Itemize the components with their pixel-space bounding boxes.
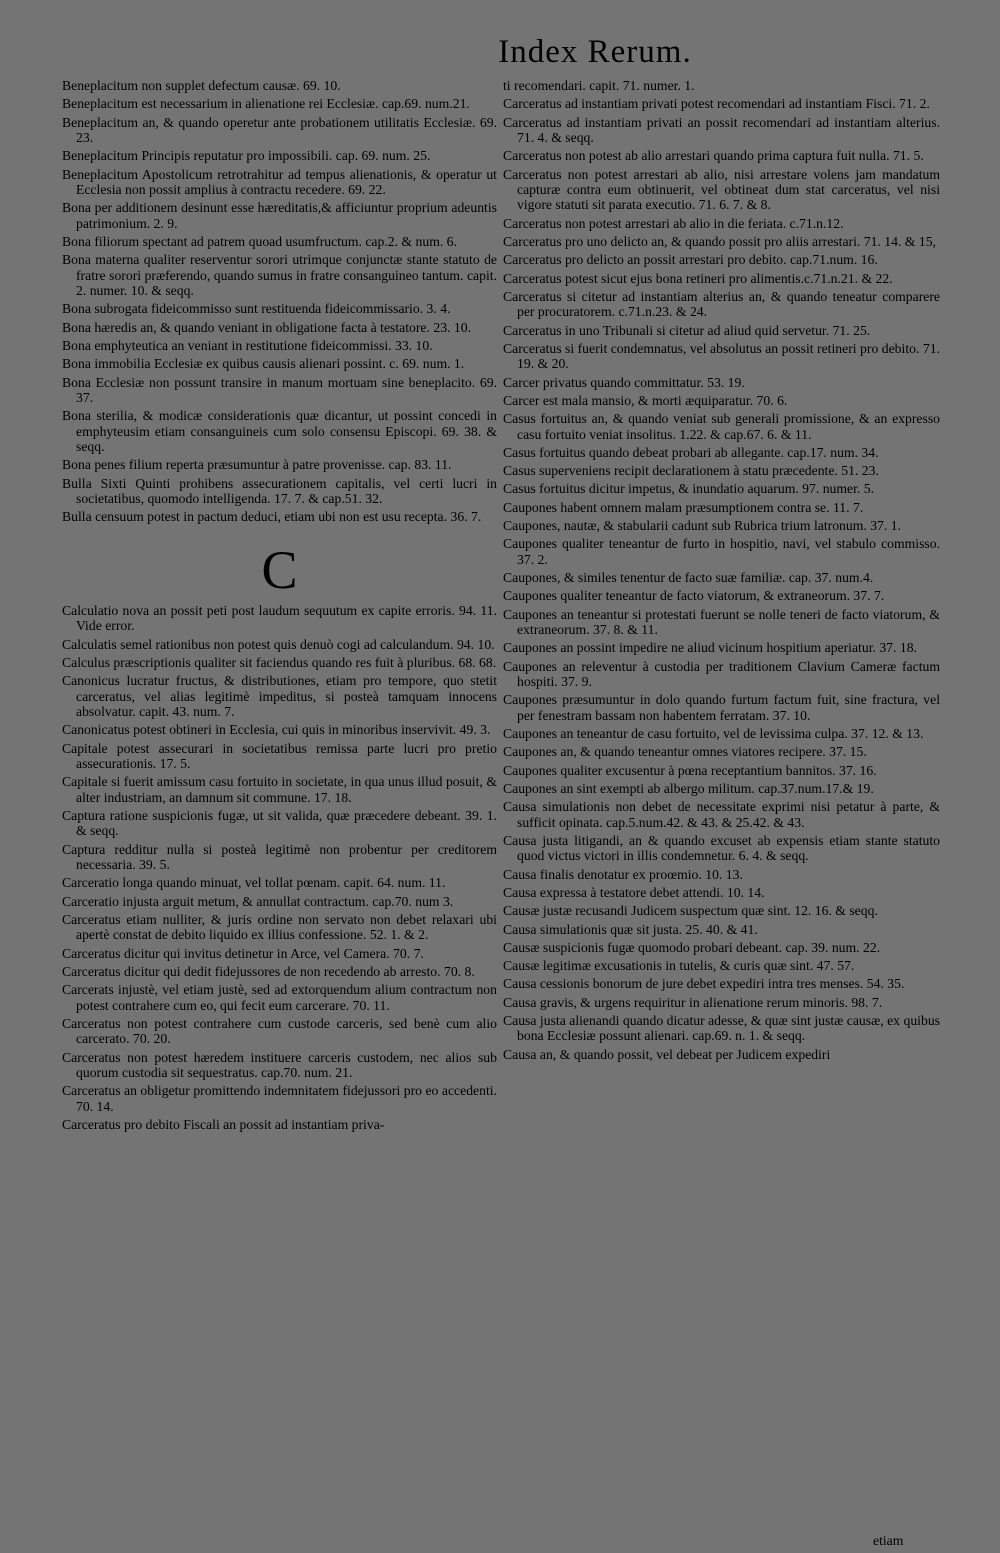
index-entry: Caupones an teneantur si protestati fuerunt se nolle teneri de facto viatorum, & extraneorum. 37. 8. & 11. bbox=[503, 606, 940, 638]
entries-b bbox=[62, 78, 497, 525]
index-entry: Carceratio longa quando minuat, vel tollat pœnam. capit. 64. num. 11. bbox=[62, 875, 446, 891]
index-entry: Caupones, & similes tenentur de facto suæ familiæ. cap. 37. num.4. bbox=[503, 570, 874, 586]
index-entry: Carceratus pro delicto an possit arrestari pro debito. cap.71.num. 16. bbox=[503, 252, 878, 268]
index-entry: Captura ratione suspicionis fugæ, ut sit valida, quæ præcedere debeant. 39. 1. & seqq. bbox=[62, 807, 497, 839]
left-column bbox=[62, 78, 497, 1135]
index-entry: Carcerats injustè, vel etiam justè, sed ad extorquendum alium contractum non potest contrahere cum eo, qui fecit eum carcerare. 70. 11. bbox=[62, 982, 497, 1013]
section-letter-c: C bbox=[261, 539, 298, 600]
index-entry: Casus fortuitus dicitur impetus, & inundatio aquarum. 97. numer. 5. bbox=[503, 481, 875, 497]
index-entry: Carceratus pro uno delicto an, & quando possit pro aliis arrestari. 71. 14. & 15, bbox=[503, 234, 936, 249]
index-entry: Causa expressa à testatore debet attendi. 10. 14. bbox=[503, 884, 765, 900]
index-entry: Captura redditur nulla si posteà legitimè non probentur per creditorem necessaria. 39. 5. bbox=[62, 841, 497, 873]
index-entry: Causa finalis denotatur ex proœmio. 10. 13. bbox=[503, 866, 743, 882]
index-entry: Bulla censuum potest in pactum deduci, etiam ubi non est usu recepta. 36. 7. bbox=[62, 509, 482, 525]
index-entry: Bona Ecclesiæ non possunt transire in manum mortuam sine beneplacito. 69. 37. bbox=[62, 374, 497, 405]
index-entry: Beneplacitum est necessarium in alienatione rei Ecclesiæ. cap.69. num.21. bbox=[62, 96, 470, 112]
index-entry: Causa gravis, & urgens requiritur in alienatione rerum minoris. 98. 7. bbox=[503, 994, 883, 1010]
index-entry: Carceratus potest sicut ejus bona retineri pro alimentis.c.71.n.21. & 22. bbox=[503, 270, 893, 286]
index-entry: Capitale potest assecurari in societatibus remissa parte lucri pro pretio assecurationis. 17. 5. bbox=[62, 740, 497, 771]
index-entry: Bona subrogata fideicommisso sunt restituenda fideicommissario. 3. 4. bbox=[62, 301, 451, 317]
index-entry: Carceratus dicitur qui invitus detinetur in Arce, vel Camera. 70. 7. bbox=[62, 945, 424, 961]
index-entry: Causa simulationis quæ sit justa. 25. 40. & 41. bbox=[503, 921, 758, 937]
index-entry: Bona materna qualiter reserventur sorori utrimque conjunctæ stante statuto de fratre sorori præferendo, quando sumus in fratre consanguineo tantum. capit. 2. numer. 10. & seqq. bbox=[62, 252, 497, 299]
index-entry: Causa cessionis bonorum de jure debet expediri intra tres menses. 54. 35. bbox=[503, 976, 905, 992]
index-entry: Carceratus etiam nulliter, & juris ordine non servato non debet relaxari ubi apertè constat de debito liquido ex illius confessione. 52. 1. & 2. bbox=[62, 911, 497, 943]
index-entry: Carceratus non potest arrestari ab alio in die feriata. c.71.n.12. bbox=[503, 215, 844, 231]
index-entry: Casus fortuitus quando debeat probari ab allegante. cap.17. num. 34. bbox=[503, 444, 879, 460]
page-title: Index Rerum. bbox=[498, 34, 692, 70]
index-entry: ti recomendari. capit. 71. numer. 1. bbox=[503, 78, 695, 93]
index-entry: Bulla Sixti Quinti prohibens assecurationem capitalis, vel certi lucri in societatibus, quomodo intelligenda. 17. 7. & cap.51. 32. bbox=[62, 475, 497, 507]
index-entry: Carceratus non potest ab alio arrestari quando prima captura fuit nulla. 71. 5. bbox=[503, 148, 924, 164]
index-entry: Carceratus pro debito Fiscali an possit ad instantiam priva- bbox=[62, 1117, 385, 1133]
page-header bbox=[0, 34, 1000, 74]
index-entry: Capitale si fuerit amissum casu fortuito in societate, in qua unus illud posuit, & alter industriam, an damnum sit commune. 17. 18. bbox=[62, 774, 497, 805]
index-entry: Causa an, & quando possit, vel debeat per Judicem expediri bbox=[503, 1046, 831, 1062]
index-entry: Causa simulationis non debet de necessitate exprimi nisi petatur à parte, & sufficit opinata. cap.5.num.42. & 43. & 25.42. & 43. bbox=[503, 799, 940, 830]
index-entry: Bona hæredis an, & quando veniant in obligatione facta à testatore. 23. 10. bbox=[62, 319, 471, 335]
index-entry: Caupones an releventur à custodia per traditionem Clavium Cameræ factum hospiti. 37. 9. bbox=[503, 658, 940, 690]
index-entry: Caupones an sint exempti ab albergo militum. cap.37.num.17.& 19. bbox=[503, 780, 874, 796]
index-entry: Beneplacitum non supplet defectum causæ. 69. 10. bbox=[62, 78, 341, 93]
index-entry: Bona emphyteutica an veniant in restitutione fideicommissi. 33. 10. bbox=[62, 338, 433, 353]
index-entry: Causæ suspicionis fugæ quomodo probari debeant. cap. 39. num. 22. bbox=[503, 939, 881, 955]
index-entry: Causa justa litigandi, an & quando excuset ab expensis etiam stante statuto quod victus victori in illis condemnetur. 6. 4. & seqq. bbox=[503, 832, 940, 864]
index-entry: Caupones qualiter teneantur de facto viatorum, & extraneorum. 37. 7. bbox=[503, 588, 885, 604]
index-entry: Bona immobilia Ecclesiæ ex quibus causis alienari possint. c. 69. num. 1. bbox=[62, 356, 465, 372]
index-entry: Caupones qualiter teneantur de furto in hospitio, navi, vel stabulo commisso. 37. 2. bbox=[503, 536, 940, 567]
index-entry: Calculatio nova an possit peti post laudum sequutum ex capite erroris. 94. 11. Vide error. bbox=[62, 602, 497, 634]
index-entry: Calculatis semel rationibus non potest quis denuò cogi ad calculandum. 94. 10. bbox=[62, 636, 495, 652]
index-entry: Beneplacitum Principis reputatur pro impossibili. cap. 69. num. 25. bbox=[62, 148, 431, 164]
index-entry: Beneplacitum Apostolicum retrotrahitur ad tempus alienationis, & operatur ut Ecclesia non possit amplius à contractu recedere. 69. 22. bbox=[62, 166, 497, 197]
index-entry: Caupones præsumuntur in dolo quando furtum factum fuit, sine fractura, vel per fenestram bassam non habentem ferratam. 37. 10. bbox=[503, 692, 940, 723]
index-entry: Carceratus an obligetur promittendo indemnitatem fidejussori pro eo accedenti. 70. 14. bbox=[62, 1083, 497, 1114]
index-entry: Canonicatus potest obtineri in Ecclesia, cui quis in minoribus inservivit. 49. 3. bbox=[62, 722, 491, 738]
index-entry: Carceratus dicitur qui dedit fidejussores de non recedendo ab arresto. 70. 8. bbox=[62, 963, 475, 979]
index-entry: Carceratus in uno Tribunali si citetur ad aliud quid servetur. 71. 25. bbox=[503, 322, 871, 338]
index-entry: Carceratus non potest contrahere cum custode carceris, sed benè cum alio carcerato. 70. 20. bbox=[62, 1015, 497, 1047]
index-entry: Causa justa alienandi quando dicatur adesse, & quæ sint justæ causæ, ex quibus bona Ecclesiæ possunt alienari. cap.69. n. 1. & seqq. bbox=[503, 1013, 940, 1044]
index-entry: Bona filiorum spectant ad patrem quoad usumfructum. cap.2. & num. 6. bbox=[62, 234, 457, 249]
index-entry: Causæ legitimæ excusationis in tutelis, & curis quæ sint. 47. 57. bbox=[503, 958, 855, 974]
entries-c bbox=[62, 603, 497, 1133]
index-entry: Canonicus lucratur fructus, & distributiones, etiam pro tempore, quo stetit carceratus, vel alias legitimè impeditus, si posteà tamquam innocens absolvatur. capit. 43. num. 7. bbox=[62, 673, 497, 719]
index-entry: Bona sterilia, & modicæ considerationis quæ dicantur, ut possint concedi in emphyteusim etiam consanguineis cum solo consensu Episcopi. 69. 38. & seqq. bbox=[62, 408, 497, 455]
index-entry: Casus fortuitus an, & quando veniat sub generali promissione, & an expresso casu fortuito veniat insolitus. 1.22. & cap.67. 6. & 11. bbox=[503, 411, 940, 442]
right-column bbox=[503, 78, 940, 1065]
index-entry: Bona per additionem desinunt esse hæreditatis,& afficiuntur proprium adeuntis patrimonium. 2. 9. bbox=[62, 200, 497, 231]
index-entry: Caupones habent omnem malam præsumptionem contra se. 11. 7. bbox=[503, 499, 864, 515]
index-entry: Carceratus ad instantiam privati an possit recomendari ad instantiam alterius. 71. 4. & seqq. bbox=[503, 114, 940, 145]
index-entry: Carceratus non potest arrestari ab alio, nisi arrestare volens jam mandatum capturæ contra eum obtinuerit, vel obtineat dum stat carceratus, vel nisi vigore statuti sit parata executio. 71. 6. 7. & 8. bbox=[503, 166, 940, 213]
index-entry: Carcer privatus quando committatur. 53. 19. bbox=[503, 374, 745, 390]
index-entry: Carceratus si citetur ad instantiam alterius an, & quando teneatur comparere per procuratorem. c.71.n.23. & 24. bbox=[503, 288, 940, 320]
index-entry: Bona penes filium reperta præsumuntur à patre provenisse. cap. 83. 11. bbox=[62, 457, 452, 473]
index-entry: Caupones, nautæ, & stabularii cadunt sub Rubrica trium latronum. 37. 1. bbox=[503, 518, 902, 534]
index-entry: Caupones an teneantur de casu fortuito, vel de levissima culpa. 37. 12. & 13. bbox=[503, 726, 924, 742]
index-entry: Carceratio injusta arguit metum, & annullat contractum. cap.70. num 3. bbox=[62, 893, 454, 909]
index-entry: Beneplacitum an, & quando operetur ante probationem utilitatis Ecclesiæ. 69. 23. bbox=[62, 114, 497, 145]
index-entry: Causæ justæ recusandi Judicem suspectum quæ sint. 12. 16. & seqq. bbox=[503, 903, 878, 919]
index-entry: Caupones an possint impedire ne aliud vicinum hospitium aperiatur. 37. 18. bbox=[503, 640, 917, 656]
index-entry: Carceratus ad instantiam privati potest recomendari ad instantiam Fisci. 71. 2. bbox=[503, 96, 930, 112]
index-entry: Caupones qualiter excusentur à pœna receptantium bannitos. 37. 16. bbox=[503, 762, 877, 778]
index-entry: Casus superveniens recipit declarationem à statu præcedente. 51. 23. bbox=[503, 463, 879, 479]
index-entry: Calculus præscriptionis qualiter sit faciendus quando res fuit à pluribus. 68. 68. bbox=[62, 654, 497, 670]
index-entry: Carceratus non potest hæredem instituere carceris custodem, nec alios sub quorum custodia sit sequestratus. cap.70. num. 21. bbox=[62, 1049, 497, 1081]
catchword: etiam bbox=[873, 1533, 904, 1548]
index-entry: Caupones an, & quando teneantur omnes viatores recipere. 37. 15. bbox=[503, 744, 867, 760]
index-entry: Carceratus si fuerit condemnatus, vel absolutus an possit retineri pro debito. 71. 19. & 20. bbox=[503, 340, 940, 372]
index-entry: Carcer est mala mansio, & morti æquiparatur. 70. 6. bbox=[503, 392, 788, 408]
